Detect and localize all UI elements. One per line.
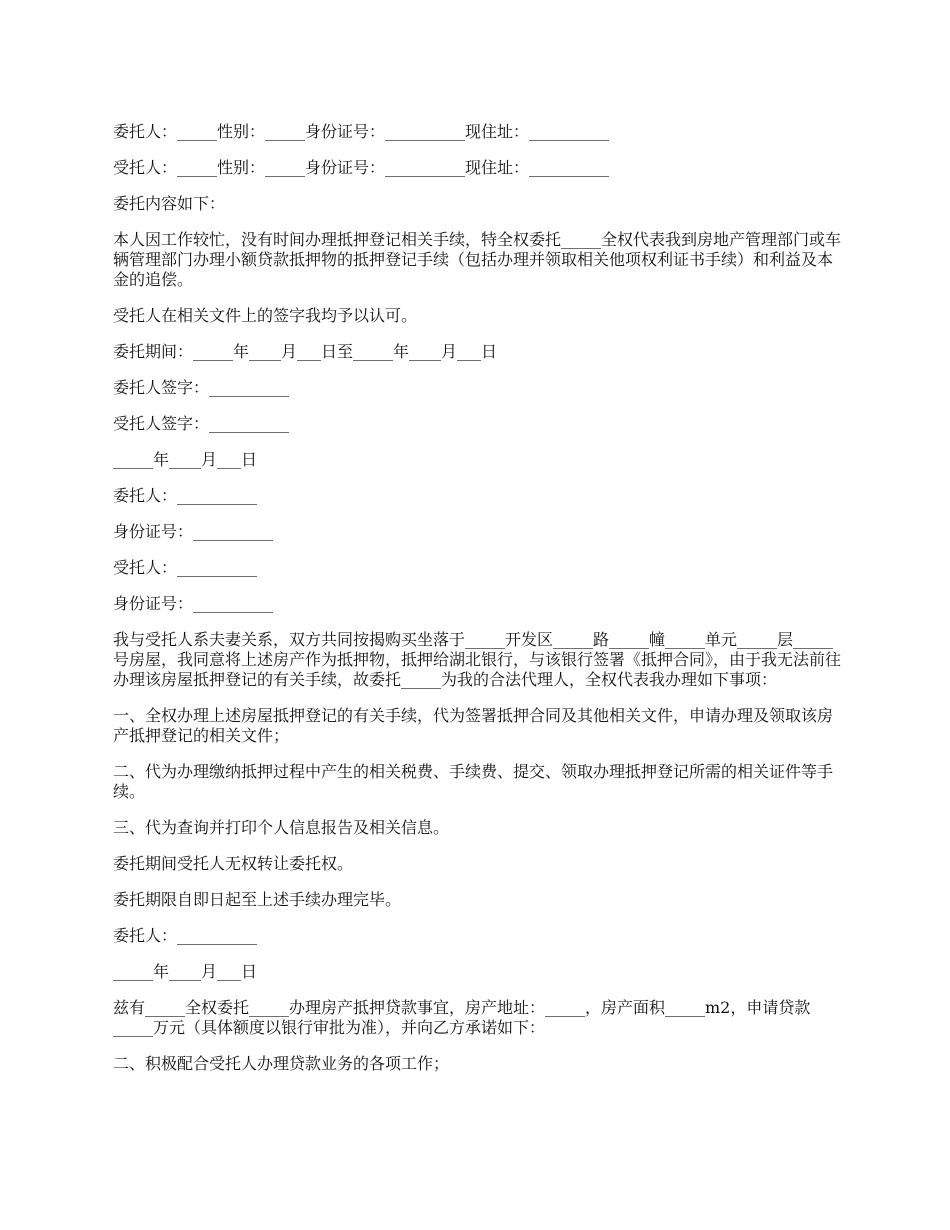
content-heading: 委托内容如下： xyxy=(113,194,226,213)
no-transfer-clause: 委托期间受托人无权转让委托权。 xyxy=(113,854,354,873)
commitment-item-two: 二、积极配合受托人办理贷款业务的各项工作； xyxy=(113,1054,450,1073)
document-page xyxy=(113,122,843,1090)
agent-info-line: 受托人：_____性别：_____身份证号：__________现住址：__________ xyxy=(113,158,610,177)
item-one: 一、全权办理上述房屋抵押登记的有关手续，代为签署抵押合同及其他相关文件，申请办理及领取该房产抵押登记的相关文件； xyxy=(113,706,834,745)
loan-entrustment-paragraph: 兹有_____全权委托_____办理房产抵押贷款事宜，房产地址：_____，房产面积_____m2，申请贷款_____万元（具体额度以银行审批为准），并向乙方承诺如下： xyxy=(113,998,811,1037)
item-three: 三、代为查询并打印个人信息报告及相关信息。 xyxy=(113,818,450,837)
item-two: 二、代为办理缴纳抵押过程中产生的相关税费、手续费、提交、领取办理抵押登记所需的相关证件等手续。 xyxy=(113,762,834,801)
date-line-2: _____年____月___日 xyxy=(113,962,258,981)
agent-id-line: 身份证号：__________ xyxy=(113,594,274,613)
principal-id-line: 身份证号：__________ xyxy=(113,522,274,541)
entrustment-period-line: 委托期间：_____年____月___日至_____年____月___日 xyxy=(113,342,498,361)
agent-name-line: 受托人：__________ xyxy=(113,558,258,577)
date-line: _____年____月___日 xyxy=(113,450,258,469)
agent-signature-line: 受托人签字：__________ xyxy=(113,414,290,433)
term-clause: 委托期限自即日起至上述手续办理完毕。 xyxy=(113,890,402,909)
mortgage-statement-paragraph: 我与受托人系夫妻关系，双方共同按揭购买坐落于_____开发区_____路_____幢_____单元_____层_____号房屋，我同意将上述房产作为抵押物，抵押给湖北银行，与该银行签署《抵押合同》，由于我无法前往办理该房屋抵押登记的有关手续，故委托_____为我的合法代理人，全权代表我办理如下事项： xyxy=(113,630,842,689)
principal-name-line-2: 委托人：__________ xyxy=(113,926,258,945)
principal-name-line: 委托人：__________ xyxy=(113,486,258,505)
signature-acknowledgement: 受托人在相关文件上的签字我均予以认可。 xyxy=(113,306,418,325)
principal-info-line: 委托人：_____性别：_____身份证号：__________现住址：__________ xyxy=(113,122,610,141)
authorization-paragraph: 本人因工作较忙，没有时间办理抵押登记相关手续，特全权委托_____全权代表我到房地产管理部门或车辆管理部门办理小额贷款抵押物的抵押登记手续（包括办理并领取相关他项权利证书手续）和利益及本金的追偿。 xyxy=(113,230,842,289)
principal-signature-line: 委托人签字：__________ xyxy=(113,378,290,397)
